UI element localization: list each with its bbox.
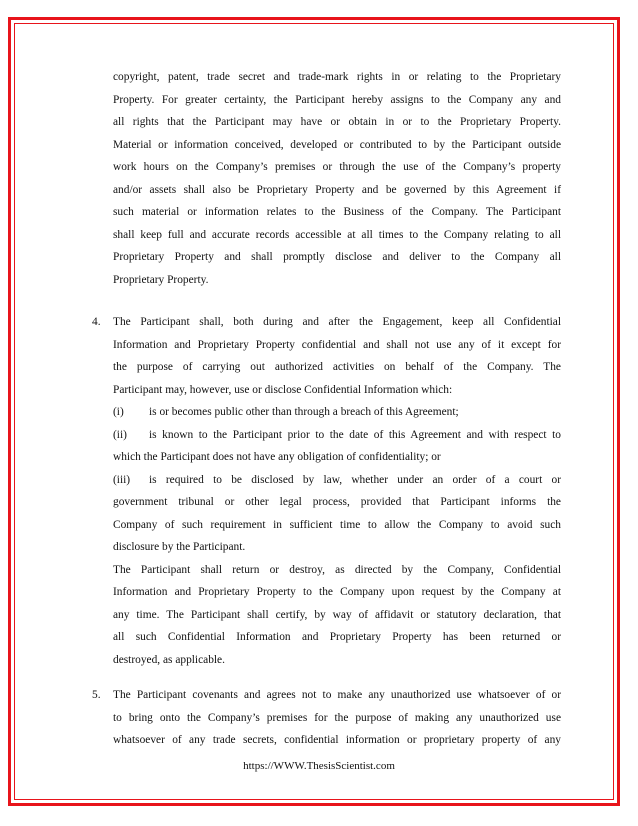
- text-line: The Participant shall, both during and after the Engagement, keep all Confidential: [113, 316, 561, 328]
- text-line: and/or assets shall also be Proprietary Property and be governed by this Agreement if: [113, 183, 561, 196]
- sub-item-iii: [113, 469, 561, 492]
- footer-url: https://WWW.ThesisScientist.com: [243, 760, 395, 772]
- text-line: Information and Proprietary Property confidential and shall not use any of it except for: [113, 338, 561, 351]
- text-line: Proprietary Property.: [113, 273, 209, 286]
- sub-item-text: is known to the Participant prior to the date of this Agreement and with respect to: [149, 428, 561, 441]
- sub-item-text: is required to be disclosed by law, whether under an order of a court or: [149, 473, 561, 486]
- text-line: Material or information conceived, developed or contributed to by the Participant outside: [113, 138, 561, 151]
- text-line: Participant may, however, use or disclose Confidential Information which:: [113, 383, 453, 396]
- item-number-4: 4.: [92, 316, 101, 328]
- sub-item-mark: (i): [113, 406, 124, 418]
- text-line: all such Confidential Information and Proprietary Property has been returned or: [113, 631, 561, 643]
- sub-item-mark: (iii): [113, 473, 131, 486]
- text-line: any time. The Participant shall certify, by way of affidavit or statutory declaration, that: [113, 608, 561, 621]
- item-5-body: [113, 684, 561, 752]
- text-line: Property. For greater certainty, the Participant hereby assigns to the Company any and: [113, 93, 561, 106]
- text-line: the purpose of carrying out authorized activities on behalf of the Company. The: [113, 361, 561, 373]
- text-line: The Participant covenants and agrees not to make any unauthorized use whatsoever of or: [113, 689, 561, 701]
- text-line: which the Participant does not have any obligation of confidentiality; or: [113, 451, 441, 463]
- sub-item-i: [113, 401, 561, 424]
- text-line: destroyed, as applicable.: [113, 653, 225, 666]
- sub-item-mark: (ii): [113, 428, 127, 441]
- sub-item-ii: [113, 424, 561, 447]
- continued-paragraph: [113, 66, 561, 291]
- text-line: disclosure by the Participant.: [113, 541, 246, 553]
- text-line: work hours on the Company’s premises or through the use of the Company’s property: [113, 161, 561, 173]
- text-line: The Participant shall return or destroy, as directed by the Company, Confidential: [113, 563, 561, 576]
- item-number-5: 5.: [92, 689, 101, 701]
- text-line: such material or information relates to the Business of the Company. The Participant: [113, 206, 561, 218]
- text-line: whatsoever of any trade secrets, confidential information or proprietary property of any: [113, 734, 561, 746]
- text-line: Information and Proprietary Property to the Company upon request by the Company at: [113, 586, 561, 598]
- sub-item-text: is or becomes public other than through a breach of this Agreement;: [149, 406, 459, 418]
- text-line: government tribunal or other legal process, provided that Participant informs the: [113, 496, 561, 508]
- text-line: shall keep full and accurate records accessible at all times to the Company relating to all: [113, 228, 561, 241]
- text-line: copyright, patent, trade secret and trade-mark rights in or relating to the Proprietary: [113, 71, 561, 83]
- text-line: all rights that the Participant may have or obtain in or to the Proprietary Property.: [113, 116, 561, 128]
- text-line: to bring onto the Company’s premises for the purpose of making any unauthorized use: [113, 711, 561, 724]
- item-4-body: [113, 311, 561, 671]
- text-line: Proprietary Property and shall promptly disclose and deliver to the Company all: [113, 251, 561, 263]
- text-line: Company of such requirement in sufficient time to allow the Company to avoid such: [113, 518, 561, 531]
